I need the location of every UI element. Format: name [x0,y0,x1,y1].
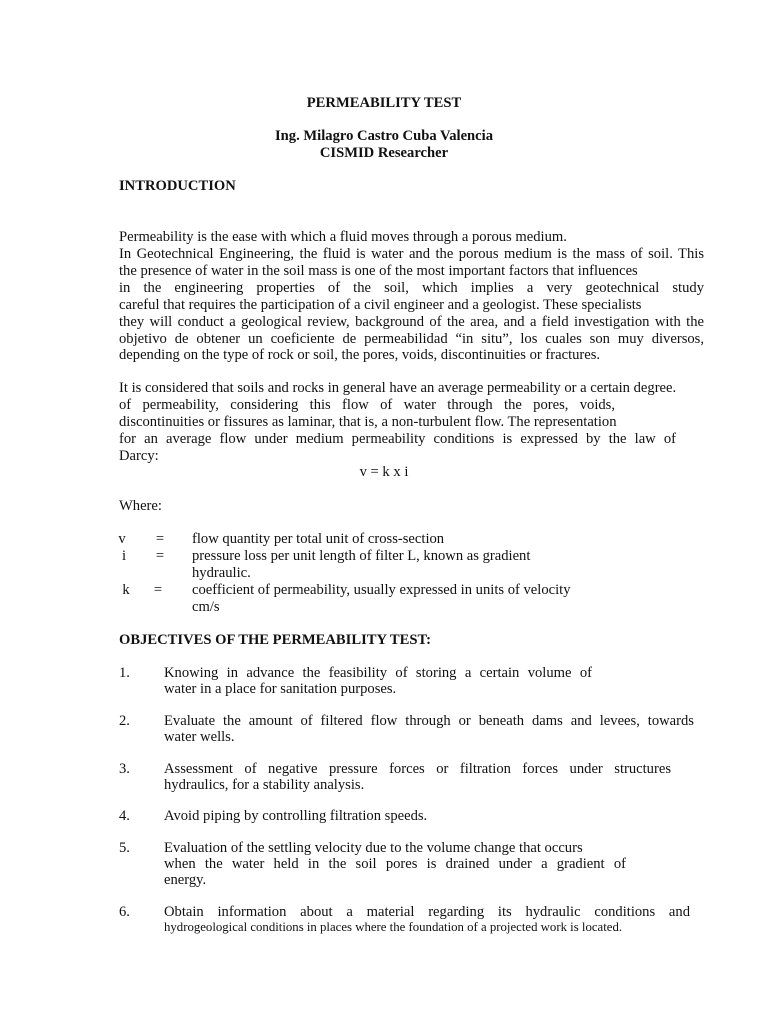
objective-number: 6. [119,904,130,920]
darcy-paragraph-line: Darcy: [119,448,159,464]
definition-text: cm/s [192,599,220,615]
objective-text: Obtain information about a material regarding its hydraulic conditions and [164,904,690,920]
objective-text: water wells. [164,729,235,745]
objective-number: 4. [119,808,130,824]
objective-text: Assessment of negative pressure forces or filtration forces under structures [164,761,671,777]
darcy-paragraph-line: of permeability, considering this flow of water through the pores, voids, [119,397,615,413]
objective-text: when the water held in the soil pores is drained under a gradient of [164,856,626,872]
intro-paragraph-line: the presence of water in the soil mass is one of the most important factors that influences [119,263,638,279]
objective-number: 5. [119,840,130,856]
objective-text: Evaluation of the settling velocity due to the volume change that occurs [164,840,583,856]
intro-paragraph-line: Permeability is the ease with which a fluid moves through a porous medium. [119,229,567,245]
objective-text: Evaluate the amount of filtered flow through or beneath dams and levees, towards [164,713,694,729]
darcy-paragraph-line: It is considered that soils and rocks in general have an average permeability or a certain degree. [119,380,677,396]
objective-text: water in a place for sanitation purposes. [164,681,397,697]
introduction-heading: INTRODUCTION [119,178,236,194]
objectives-heading: OBJECTIVES OF THE PERMEABILITY TEST: [119,632,431,648]
document-title: PERMEABILITY TEST [306,95,462,111]
equals-sign: = [155,531,165,547]
objective-text: Knowing in advance the feasibility of storing a certain volume of [164,665,592,681]
objective-number: 3. [119,761,130,777]
definition-text: hydraulic. [192,565,251,581]
author-name: Ing. Milagro Castro Cuba Valencia [275,128,493,144]
objective-text: hydraulics, for a stability analysis. [164,777,365,793]
author-affiliation: CISMID Researcher [319,145,449,161]
equals-sign: = [153,582,163,598]
intro-paragraph-line: objetivo de obtener un coeficiente de permeabilidad “in situ”, los cuales son muy diversos, [119,331,704,347]
objective-number: 1. [119,665,130,681]
objective-text: hydrogeological conditions in places where the foundation of a projected work is located. [164,920,623,934]
symbol-i: i [121,548,127,564]
intro-paragraph-line: they will conduct a geological review, background of the area, and a field investigation with the [119,314,704,330]
equals-sign: = [155,548,165,564]
definition-text: pressure loss per unit length of filter L, known as gradient [192,548,531,564]
darcy-paragraph-line: for an average flow under medium permeability conditions is expressed by the law of [119,431,676,447]
darcy-formula: v = k x i [359,464,409,480]
intro-paragraph-line: depending on the type of rock or soil, the pores, voids, discontinuities or fractures. [119,347,601,363]
darcy-paragraph-line: discontinuities or fissures as laminar, that is, a non-turbulent flow. The representation [119,414,617,430]
objective-text: Avoid piping by controlling filtration speeds. [164,808,428,824]
intro-paragraph-line: in the engineering properties of the soil, which implies a very geotechnical study [119,280,704,296]
definition-text: coefficient of permeability, usually expressed in units of velocity [192,582,571,598]
symbol-k: k [122,582,130,598]
objective-number: 2. [119,713,130,729]
objective-text: energy. [164,872,207,888]
definition-text: flow quantity per total unit of cross-section [192,531,445,547]
symbol-v: v [118,531,126,547]
intro-paragraph-line: In Geotechnical Engineering, the fluid is water and the porous medium is the mass of soil. This [119,246,704,262]
intro-paragraph-line: careful that requires the participation of a civil engineer and a geologist. These specialists [119,297,642,313]
where-label: Where: [119,498,162,514]
